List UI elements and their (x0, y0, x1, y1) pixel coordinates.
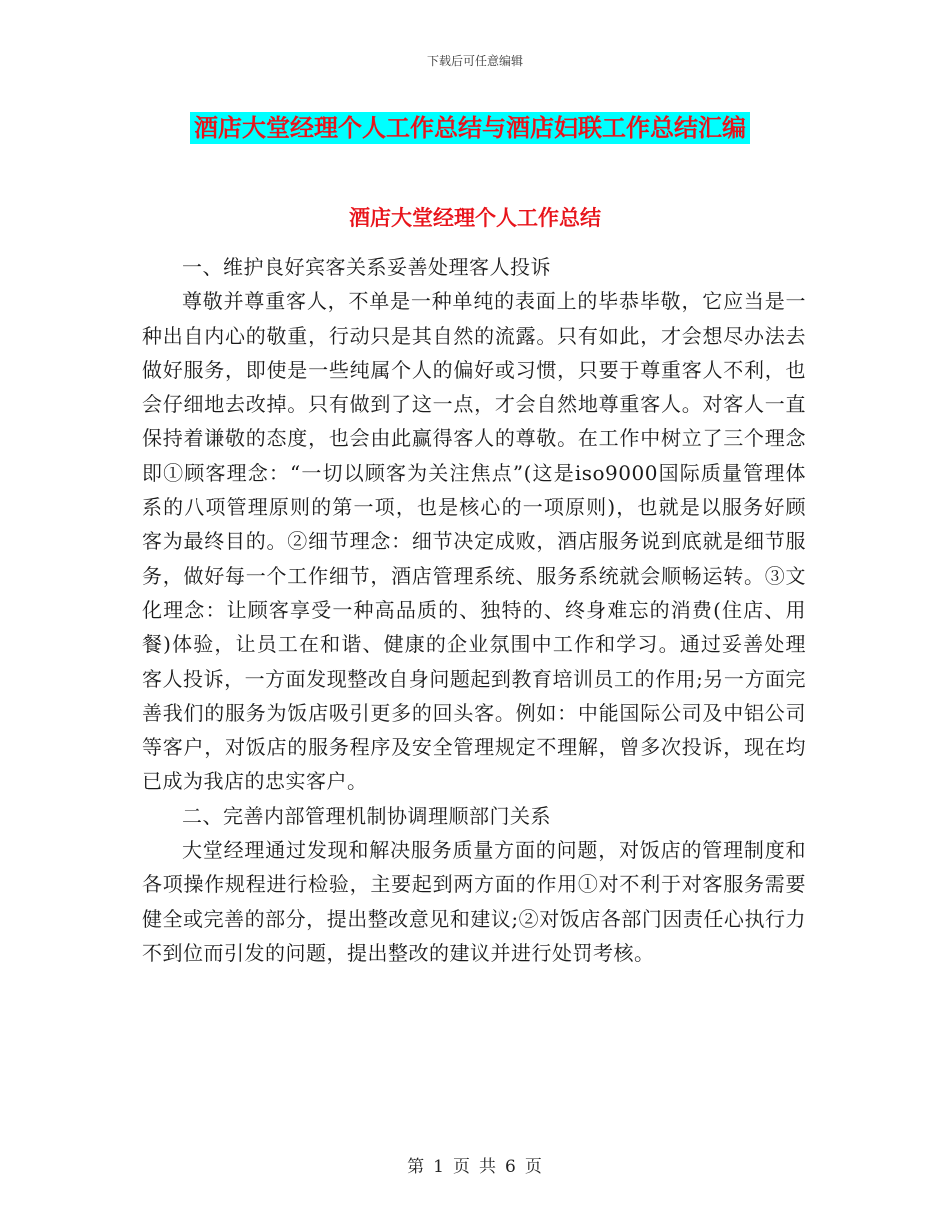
footer-page-number: 1 (433, 1157, 445, 1177)
header-note: 下载后可任意编辑 (426, 54, 523, 68)
footer-page-word: 第 (407, 1157, 426, 1177)
page-footer (0, 1152, 950, 1177)
footer-total-pages: 6 (505, 1157, 517, 1177)
paragraph-2: 大堂经理通过发现和解决服务质量方面的问题，对饭店的管理制度和各项操作规程进行检验，主要起到两方面的作用①对不利于对客服务需要健全或完善的部分，提出整改意见和建议;②对饭店各部门因责任心执行力不到位而引发的问题，提出整改的建议并进行处罚考核。 (142, 838, 806, 965)
heading-1: 一、维护良好宾客关系妥善处理客人投诉 (182, 255, 551, 279)
body-text (142, 250, 806, 970)
paragraph-1: 尊敬并尊重客人，不单是一种单纯的表面上的毕恭毕敬，它应当是一种出自内心的敬重，行动只是其自然的流露。只有如此，才会想尽办法去做好服务，即使是一些纯属个人的偏好或习惯，只要于尊重客人不利，也会仔细地去改掉。只有做到了这一点，才会自然地尊重客人。对客人一直保持着谦敬的态度，也会由此赢得客人的尊敬。在工作中树立了三个理念即①顾客理念：“一切以顾客为关注焦点”(这是iso9000国际质量管理体系的八项管理原则的第一项，也是核心的一项原则)，也就是以服务好顾客为最终目的。②细节理念：细节决定成败，酒店服务说到底就是细节服务，做好每一个工作细节，酒店管理系统、服务系统就会顺畅运转。③文化理念：让顾客享受一种高品质的、独特的、终身难忘的消费(住店、用餐)体验，让员工在和谐、健康的企业氛围中工作和学习。通过妥善处理客人投诉，一方面发现整改自身问题起到教育培训员工的作用;另一方面完善我们的服务为饭店吸引更多的回头客。例如：中能国际公司及中铝公司等客户，对饭店的服务程序及安全管理规定不理解，曾多次投诉，现在均已成为我店的忠实客户。 (142, 289, 806, 794)
footer-total-unit: 页 (524, 1157, 543, 1177)
document-title: 酒店大堂经理个人工作总结与酒店妇联工作总结汇编 (190, 112, 750, 144)
heading-2: 二、完善内部管理机制协调理顺部门关系 (182, 803, 551, 828)
footer-page-unit: 页 (453, 1157, 471, 1177)
section-title: 酒店大堂经理个人工作总结 (349, 205, 601, 230)
footer-total-word: 共 (479, 1157, 497, 1177)
